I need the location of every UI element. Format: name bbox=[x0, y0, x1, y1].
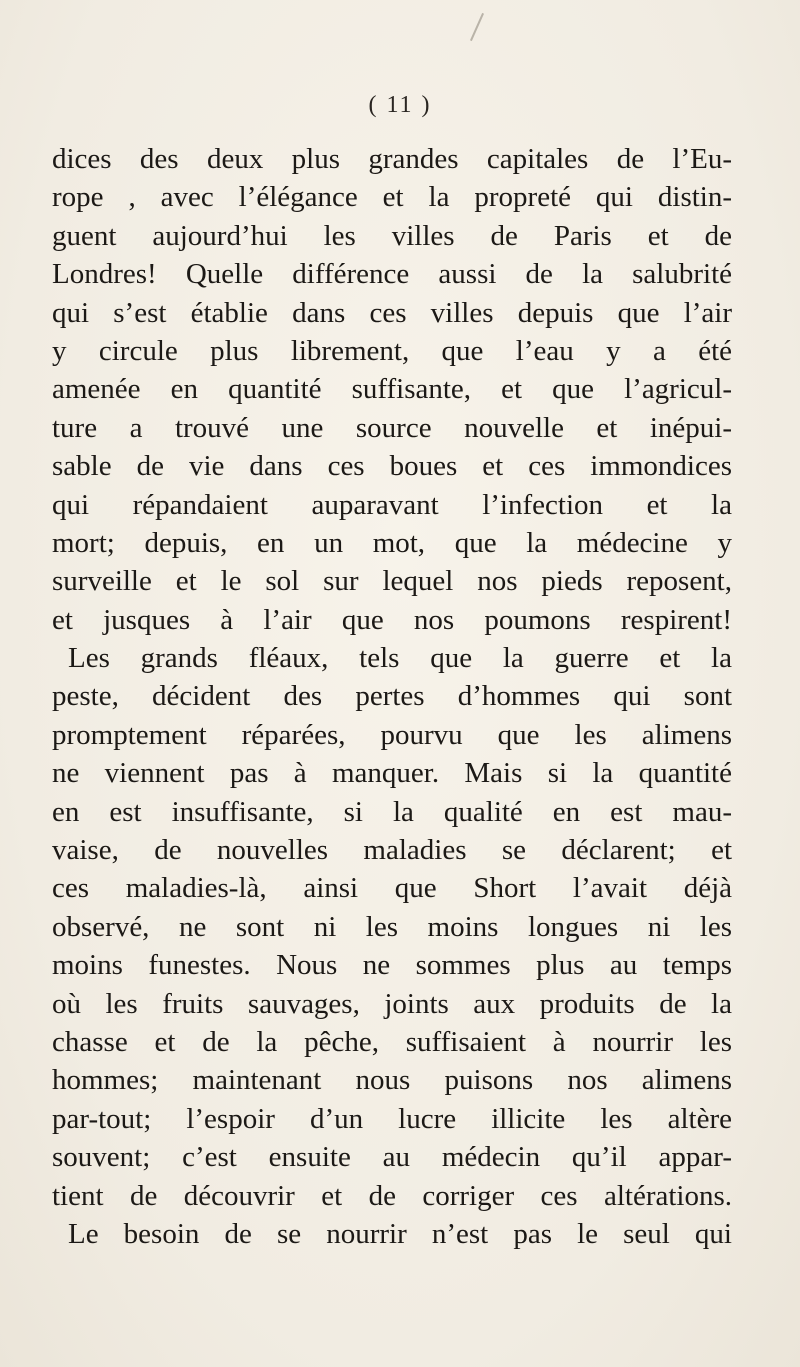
text-line: ne viennent pas à manquer. Mais si la quantité bbox=[52, 757, 732, 790]
text-line: mort; depuis, en un mot, que la médecine y bbox=[52, 526, 732, 559]
text-line: Londres! Quelle différence aussi de la salubrité bbox=[52, 258, 732, 291]
text-line: moins funestes. Nous ne sommes plus au temps bbox=[52, 949, 732, 982]
text-line: promptement réparées, pourvu que les alimens bbox=[52, 718, 732, 751]
text-line: ture a trouvé une source nouvelle et inépui- bbox=[52, 411, 732, 444]
text-line: en est insuffisante, si la qualité en est mau- bbox=[52, 795, 732, 828]
scan-mark bbox=[470, 13, 484, 41]
text-line: amenée en quantité suffisante, et que l’agricul- bbox=[52, 373, 732, 406]
text-line: surveille et le sol sur lequel nos pieds reposent, bbox=[52, 565, 732, 598]
text-line: qui s’est établie dans ces villes depuis que l’air bbox=[52, 296, 732, 329]
text-line: Les grands fléaux, tels que la guerre et la bbox=[68, 642, 732, 675]
page-number: ( 11 ) bbox=[368, 92, 432, 118]
text-line: et jusques à l’air que nos poumons respirent! bbox=[52, 603, 732, 636]
text-line: y circule plus librement, que l’eau y a été bbox=[52, 334, 732, 367]
text-line: tient de découvrir et de corriger ces altérations. bbox=[52, 1179, 732, 1212]
text-line: chasse et de la pêche, suffisaient à nourrir les bbox=[52, 1025, 732, 1058]
text-line: peste, décident des pertes d’hommes qui sont bbox=[52, 680, 732, 713]
text-line: Le besoin de se nourrir n’est pas le seul qui bbox=[68, 1217, 732, 1250]
text-line: dices des deux plus grandes capitales de l’Eu- bbox=[52, 143, 732, 175]
text-line: rope , avec l’élégance et la propreté qui distin- bbox=[52, 181, 732, 214]
page-body-text bbox=[52, 140, 732, 1253]
text-line: souvent; c’est ensuite au médecin qu’il appar- bbox=[52, 1141, 732, 1174]
text-line: guent aujourd’hui les villes de Paris et de bbox=[52, 219, 732, 252]
text-line: sable de vie dans ces boues et ces immondices bbox=[52, 450, 732, 483]
text-line: hommes; maintenant nous puisons nos alimens bbox=[52, 1064, 732, 1097]
text-line: observé, ne sont ni les moins longues ni les bbox=[52, 910, 732, 943]
text-line: ces maladies-là, ainsi que Short l’avait déjà bbox=[52, 872, 732, 905]
text-line: qui répandaient auparavant l’infection et la bbox=[52, 488, 732, 521]
text-line: où les fruits sauvages, joints aux produits de la bbox=[52, 987, 732, 1020]
text-line: par-tout; l’espoir d’un lucre illicite les altère bbox=[52, 1102, 732, 1135]
text-line: vaise, de nouvelles maladies se déclarent; et bbox=[52, 834, 732, 867]
